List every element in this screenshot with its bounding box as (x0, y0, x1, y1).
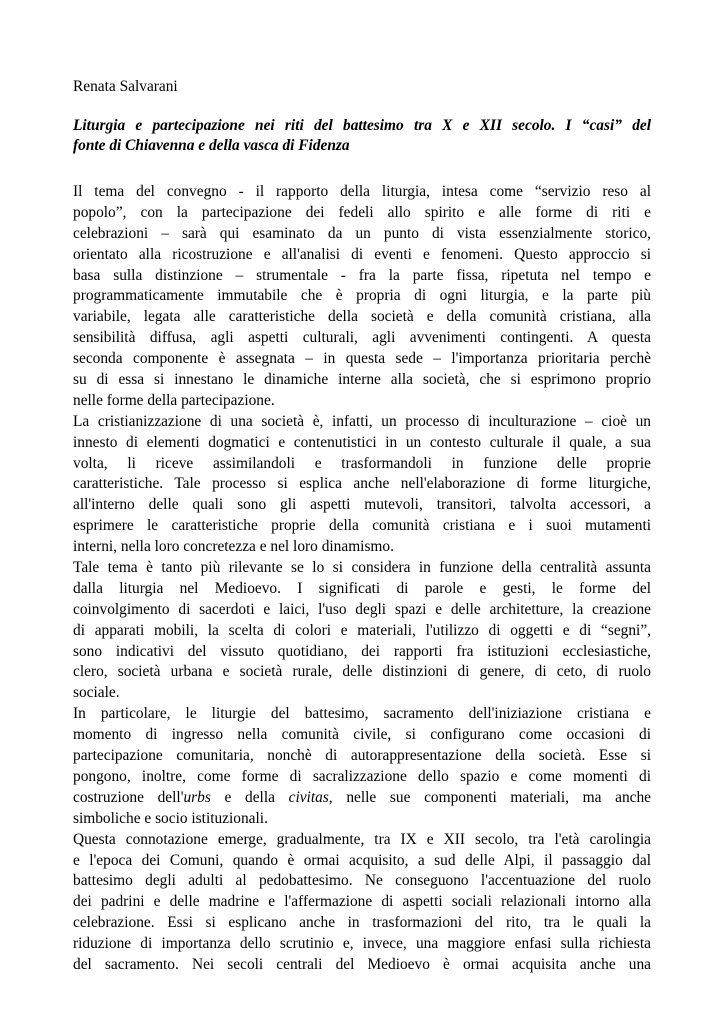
text-run: e della (210, 788, 289, 806)
text-line: partecipazione comunitaria, nonchè di autorappresentazione della società. Esse si (73, 747, 651, 765)
text-line: sociale. (73, 684, 120, 702)
text-line: coinvolgimento di sacerdoti e laici, l'uso degli spazi e delle architetture, la creazione (73, 600, 651, 618)
text-line: di apparati mobili, la scelta di colori e materiali, l'utilizzo di oggetti e di “segni”, (73, 621, 651, 639)
author-name: Renata Salvarani (73, 78, 178, 95)
paragraph (73, 704, 651, 829)
text-line: dei padrini e delle madrine e l'affermazione di aspetti sociali relazionali intorno alla (73, 893, 651, 911)
text-line: programmaticamente immutabile che è propria di ogni liturgia, e la parte più (73, 287, 651, 305)
text-line: e l'epoca dei Comuni, quando è ormai acquisito, a sud delle Alpi, il passaggio dal (73, 851, 651, 869)
text-line: interni, nella loro concretezza e nel loro dinamismo. (73, 538, 394, 556)
text-line: innesto di elementi dogmatici e contenutistici in un contesto culturale il quale, a sua (73, 433, 651, 451)
text-line: clero, società urbana e società rurale, delle distinzioni di genere, di ceto, di ruolo (73, 663, 651, 681)
text-line: volta, li riceve assimilandoli e trasformandoli in funzione delle proprie (73, 454, 651, 472)
text-line: esprimere le caratteristiche proprie della comunità cristiana e i suoi mutamenti (73, 517, 651, 535)
text-line: battesimo degli adulti al pedobattesimo. Ne conseguono l'accentuazione del ruolo (73, 872, 651, 890)
text-line: celebrazioni – sarà qui esaminato da un punto di vista essenzialmente storico, (73, 224, 651, 242)
paragraph (73, 182, 651, 412)
text-line (73, 788, 651, 809)
text-line: In particolare, le liturgie del battesimo, sacramento dell'iniziazione cristiana e (73, 705, 651, 723)
text-line: pongono, inoltre, come forme di sacralizzazione dello spazio e come momenti di (73, 767, 651, 785)
text-line: basa sulla distinzione – strumentale - fra la parte fissa, ripetuta nel tempo e (73, 266, 651, 284)
title-line: Liturgia e partecipazione nei riti del battesimo tra X e XII secolo. I “casi” del (73, 117, 651, 134)
text-run: costruzione dell' (73, 788, 184, 806)
text-line: su di essa si innestano le dinamiche interne alla società, che si esprimono proprio (73, 371, 651, 389)
text-line: orientato alla ricostruzione e all'analisi di eventi e fenomeni. Questo approccio si (73, 245, 651, 263)
text-line: sensibilità diffusa, agli aspetti culturali, agli avvenimenti contingenti. A questa (73, 329, 651, 347)
text-line: dalla liturgia nel Medioevo. I significati di parole e gesti, le forme del (73, 579, 651, 597)
text-line: Tale tema è tanto più rilevante se lo si considera in funzione della centralità assunta (73, 559, 651, 577)
text-run: , nelle sue componenti materiali, ma anche (328, 788, 651, 806)
document-body (73, 182, 651, 976)
paragraph (73, 830, 651, 976)
text-line: celebrazione. Essi si esplicano anche in trasformazioni del rito, tra le quali la (73, 914, 651, 932)
text-line: riduzione di importanza dello scrutinio e, invece, una maggiore enfasi sulla richiesta (73, 935, 651, 953)
text-line: caratteristiche. Tale processo si esplica anche nell'elaborazione di forme liturgiche, (73, 475, 651, 493)
text-line: variabile, legata alle caratteristiche della società e della comunità cristiana, alla (73, 308, 651, 326)
text-line: simboliche e socio istituzionali. (73, 809, 268, 827)
paragraph (73, 412, 651, 558)
italic-term-urbs: urbs (183, 788, 211, 806)
document-page (73, 76, 651, 976)
text-line: Questa connotazione emerge, gradualmente, tra IX e XII secolo, tra l'età carolingia (73, 830, 651, 848)
paragraph (73, 558, 651, 704)
text-line: nelle forme della partecipazione. (73, 391, 275, 409)
title-line: fonte di Chiavenna e della vasca di Fidenza (73, 137, 350, 154)
text-line: del sacramento. Nei secoli centrali del Medioevo è ormai acquisita anche una (73, 955, 651, 973)
text-line: Il tema del convegno - il rapporto della liturgia, intesa come “servizio reso al (73, 183, 651, 200)
italic-term-civitas: civitas (288, 788, 329, 806)
text-line: all'interno delle quali sono gli aspetti mutevoli, transitori, talvolta accessori, a (73, 496, 651, 514)
text-line: momento di ingresso nella comunità civile, si configurano come occasioni di (73, 726, 651, 744)
text-line: seconda componente è assegnata – in questa sede – l'importanza prioritaria perchè (73, 350, 651, 368)
text-line: sono indicativi del vissuto quotidiano, dei rapporti fra istituzioni ecclesiastiche, (73, 642, 651, 660)
document-title (73, 116, 651, 156)
text-line: La cristianizzazione di una società è, infatti, un processo di inculturazione – cioè un (73, 412, 651, 430)
text-line: popolo”, con la partecipazione dei fedeli allo spirito e alle forme di riti e (73, 203, 651, 221)
